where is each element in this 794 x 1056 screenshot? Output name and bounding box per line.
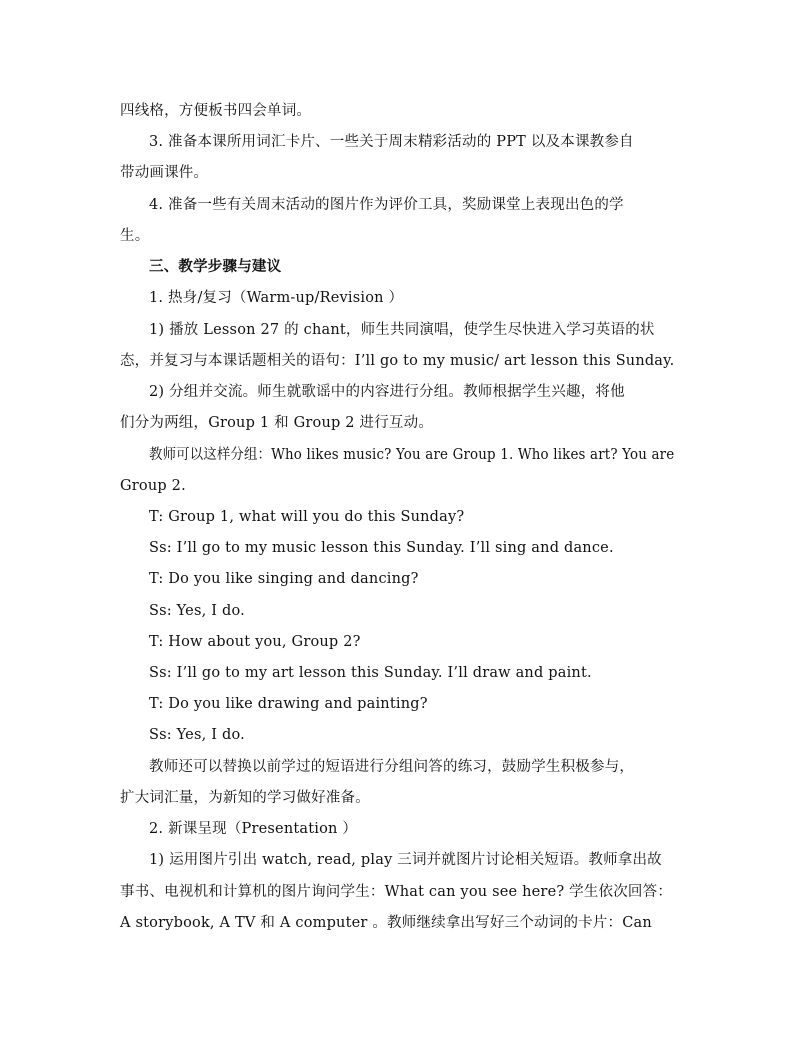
text-line: 教师还可以替换以前学过的短语进行分组问答的练习，鼓励学生积极参与， [149,759,635,775]
text-line: Group 2. [120,478,186,494]
text-line: 教师可以这样分组：Who likes music? You are Group 1. Who likes art? You are [149,447,675,463]
text-line: 们分为两组，Group 1 和 Group 2 进行互动。 [120,415,434,431]
dialogue-line: T: Do you like singing and dancing? [149,571,419,587]
dialogue-line: Ss: Yes, I do. [149,727,245,743]
text-line: 四线格，方便板书四会单词。 [120,103,312,119]
dialogue-line: T: Group 1, what will you do this Sunday? [149,509,465,525]
text-line: 2) 分组并交流。师生就歌谣中的内容进行分组。教师根据学生兴趣，将他 [149,384,625,400]
dialogue-line: T: Do you like drawing and painting? [149,696,428,712]
subsection-heading: 1. 热身/复习（Warm-up/Revision ） [149,290,404,306]
text-line: 4. 准备一些有关周末活动的图片作为评价工具，奖励课堂上表现出色的学 [149,197,624,213]
text-line: 扩大词汇量，为新知的学习做好准备。 [120,790,370,806]
dialogue-line: T: How about you, Group 2? [149,634,361,650]
text-line: A storybook, A TV 和 A computer 。教师继续拿出写好三个动词的卡片：Can [120,915,652,931]
text-line: 生。 [120,228,150,244]
text-line: 3. 准备本课所用词汇卡片、一些关于周末精彩活动的 PPT 以及本课教参自 [149,134,634,150]
subsection-heading: 2. 新课呈现（Presentation ） [149,821,358,837]
section-heading: 三、教学步骤与建议 [149,258,282,275]
text-line: 态，并复习与本课话题相关的语句：I’ll go to my music/ art lesson this Sunday. [120,353,675,369]
dialogue-line: Ss: Yes, I do. [149,603,245,619]
text-line: 事书、电视机和计算机的图片询问学生：What can you see here? 学生依次回答： [120,884,673,900]
text-line: 1) 运用图片引出 watch, read, play 三词并就图片讨论相关短语。教师拿出故 [149,852,662,868]
dialogue-line: Ss: I’ll go to my music lesson this Sunday. I’ll sing and dance. [149,540,614,556]
text-line: 1) 播放 Lesson 27 的 chant，师生共同演唱，使学生尽快进入学习英语的状 [149,322,655,338]
text-line: 带动画课件。 [120,165,209,181]
dialogue-line: Ss: I’ll go to my art lesson this Sunday. I’ll draw and paint. [149,665,592,681]
